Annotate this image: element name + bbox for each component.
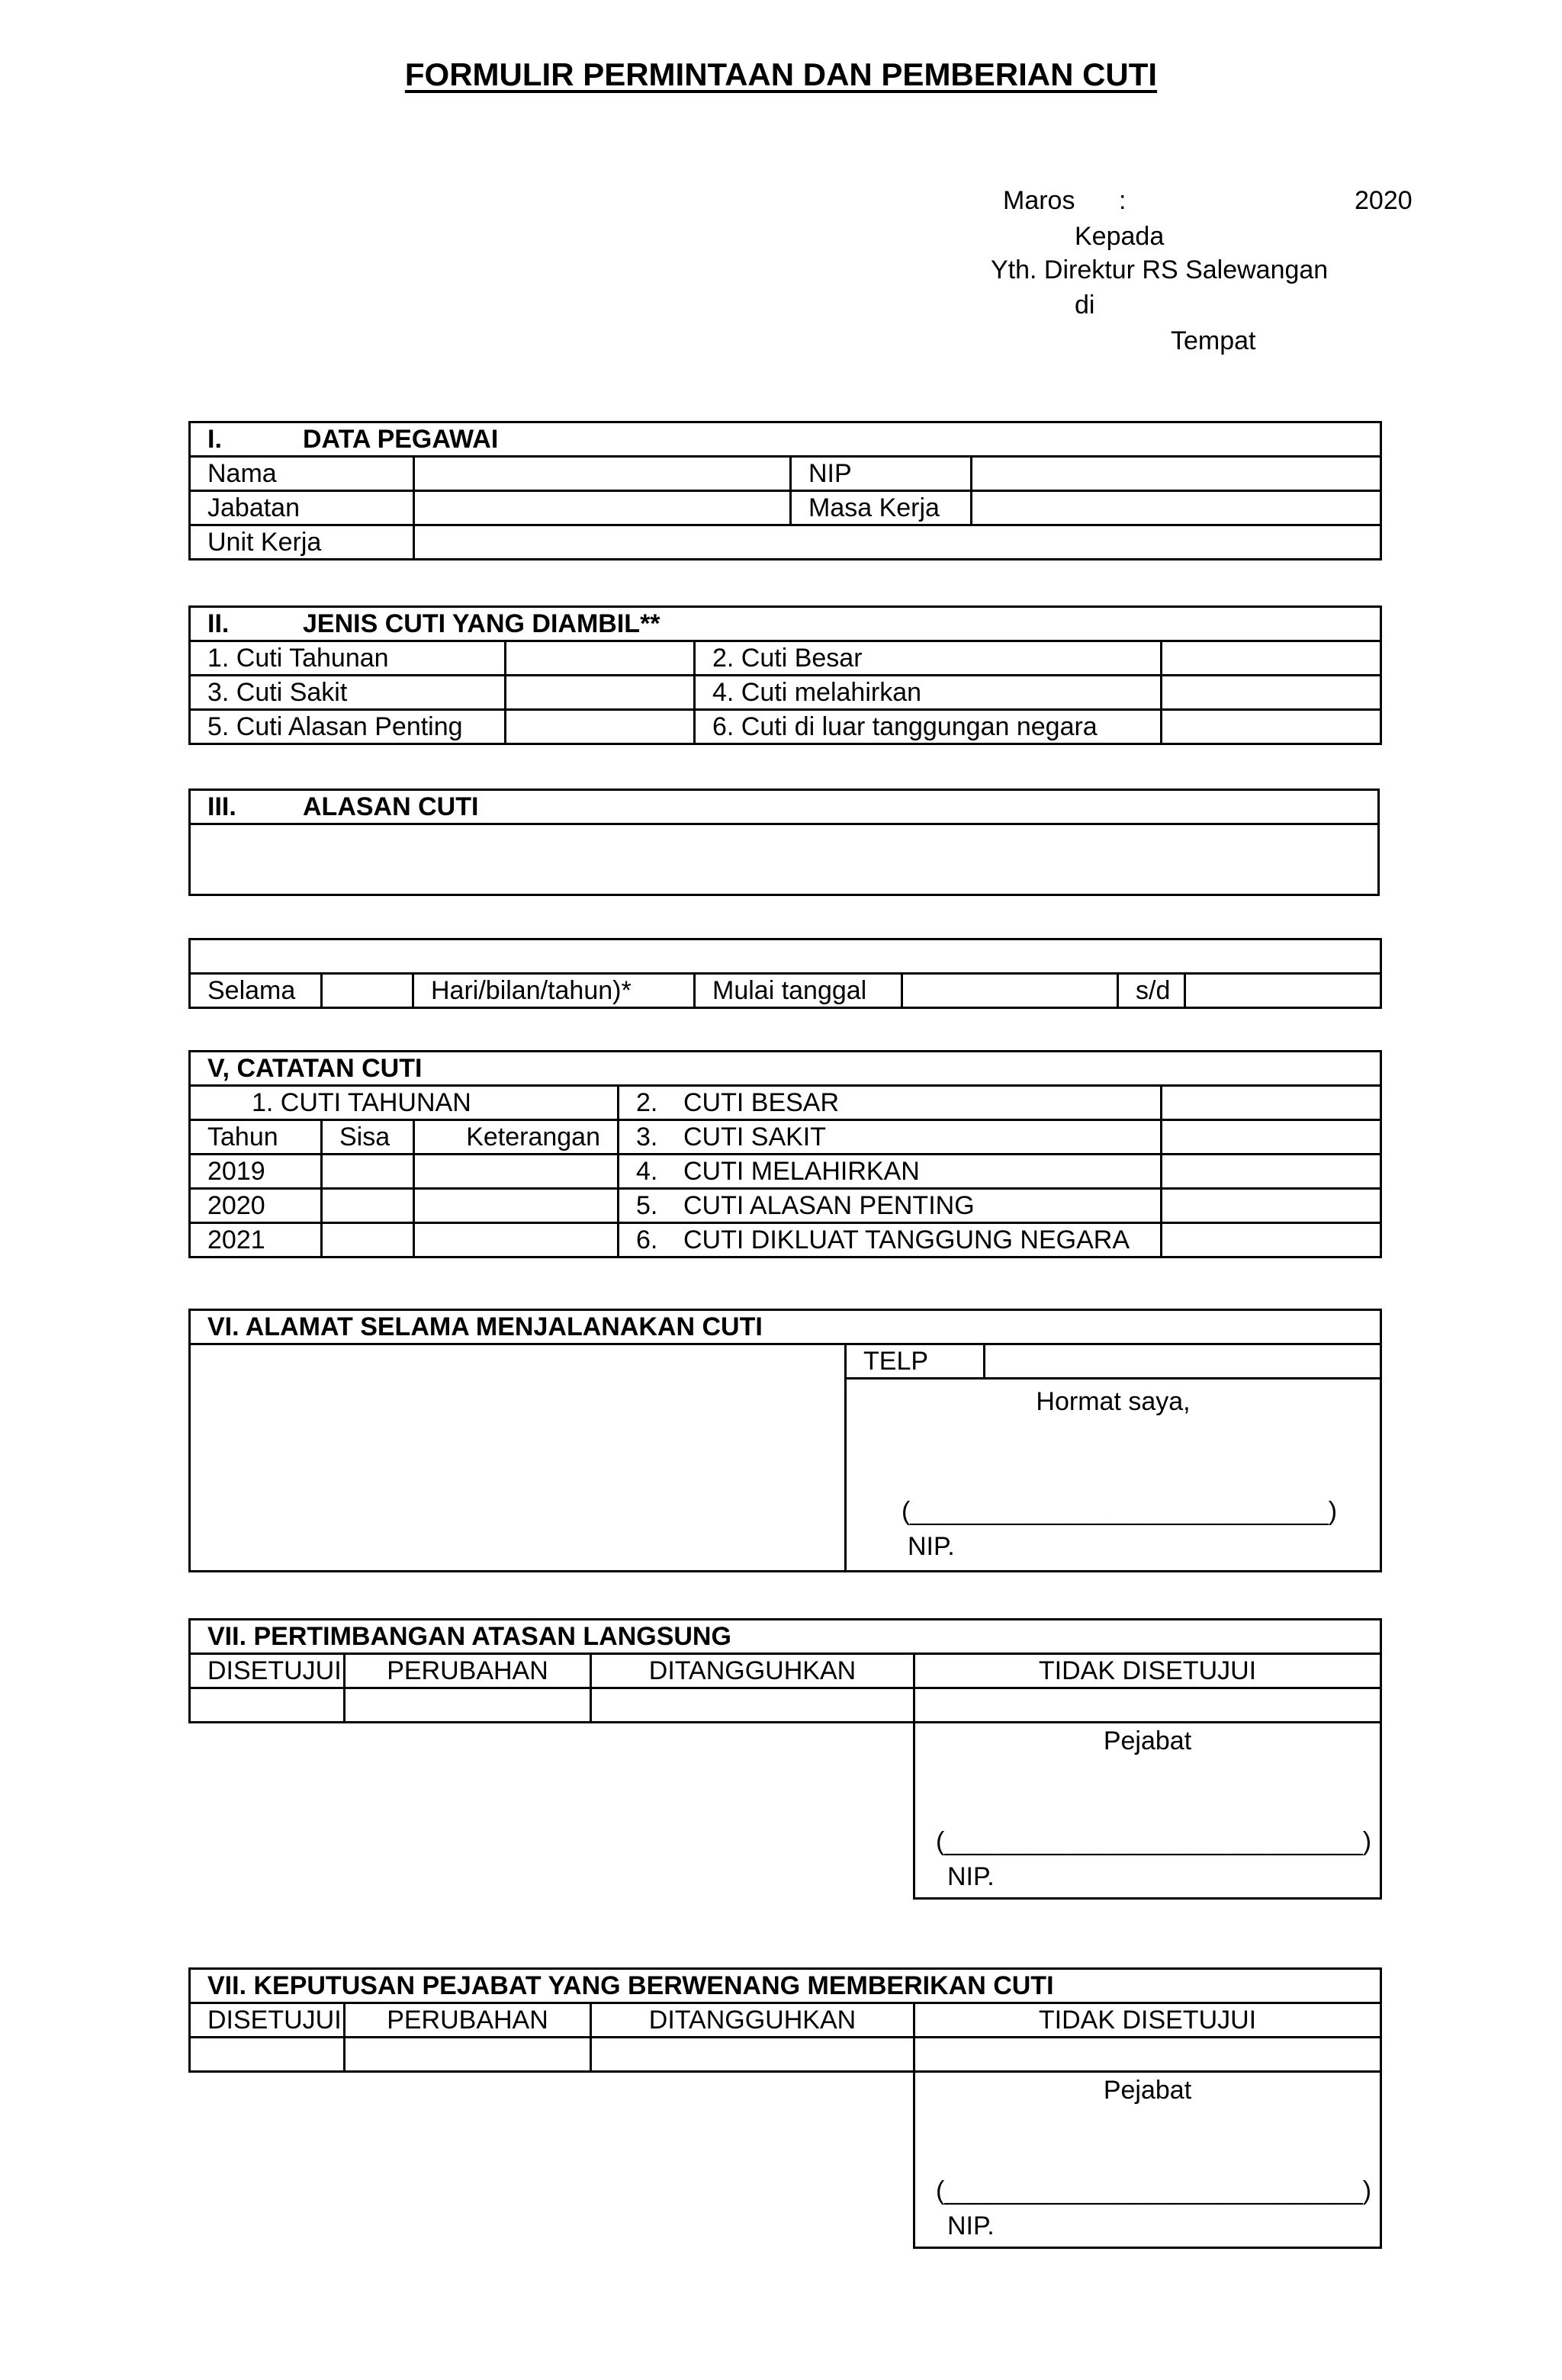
lama-cuti-header-row — [190, 939, 1381, 974]
cuti-option-label: 6. Cuti di luar tanggungan negara — [695, 710, 1162, 744]
jabatan-field[interactable] — [414, 491, 791, 525]
unit-kerja-field[interactable] — [414, 525, 1381, 560]
sampai-tanggal-field[interactable] — [1185, 974, 1381, 1008]
place-label: Maros — [1003, 186, 1075, 215]
date-colon: : — [1119, 186, 1127, 215]
signature-line: (_____________________________) — [936, 2176, 1372, 2205]
alasan-cuti-field[interactable] — [190, 824, 1379, 895]
sisa-field[interactable] — [322, 1223, 414, 1257]
jabatan-label: Jabatan — [190, 491, 414, 525]
durasi-field[interactable] — [322, 974, 413, 1008]
cuti-tahunan-label: 1. CUTI TAHUNAN — [190, 1086, 619, 1120]
keputusan-table — [188, 1967, 1382, 2249]
catatan-item-label: 5. CUTI ALASAN PENTING — [619, 1189, 1162, 1223]
catatan-item-field[interactable] — [1162, 1086, 1381, 1120]
sd-label: s/d — [1118, 974, 1185, 1008]
blank-area — [190, 2072, 914, 2248]
pejabat-label: Pejabat — [1103, 2076, 1192, 2105]
perubahan-field[interactable] — [345, 2038, 591, 2072]
section8-heading: VII. KEPUTUSAN PEJABAT YANG BERWENANG MEMBERIKAN CUTI — [190, 1969, 1381, 2003]
disetujui-field[interactable] — [190, 1688, 345, 1723]
nama-field[interactable] — [414, 457, 791, 491]
cuti-option-checkbox[interactable] — [1162, 676, 1381, 710]
keterangan-field[interactable] — [414, 1223, 619, 1257]
pejabat-label: Pejabat — [1103, 1726, 1192, 1755]
cuti-option-label: 1. Cuti Tahunan — [190, 641, 506, 676]
masa-kerja-field[interactable] — [972, 491, 1381, 525]
section6-heading: VI. ALAMAT SELAMA MENJALANAKAN CUTI — [190, 1310, 1381, 1344]
tidak-disetujui-field[interactable] — [914, 1688, 1381, 1723]
pemohon-signature-block — [846, 1379, 1381, 1572]
catatan-item-label: 3. CUTI SAKIT — [619, 1120, 1162, 1155]
ditangguhkan-column-header: DITANGGUHKAN — [591, 1654, 914, 1688]
ditangguhkan-field[interactable] — [591, 2038, 914, 2072]
tidak-disetujui-column-header: TIDAK DISETUJUI — [914, 1654, 1381, 1688]
tidak-disetujui-field[interactable] — [914, 2038, 1381, 2072]
nip-label: NIP. — [908, 1532, 955, 1561]
keterangan-field[interactable] — [414, 1155, 619, 1189]
cuti-option-checkbox[interactable] — [506, 710, 695, 744]
cuti-option-checkbox[interactable] — [1162, 710, 1381, 744]
catatan-item-field[interactable] — [1162, 1189, 1381, 1223]
di-label: di — [1075, 291, 1095, 320]
tidak-disetujui-column-header: TIDAK DISETUJUI — [914, 2003, 1381, 2038]
catatan-item-label: 2. CUTI BESAR — [619, 1086, 1162, 1120]
selama-label: Selama — [190, 974, 322, 1008]
catatan-item-field[interactable] — [1162, 1223, 1381, 1257]
cuti-option-label: 3. Cuti Sakit — [190, 676, 506, 710]
nip-field[interactable] — [972, 457, 1381, 491]
hormat-saya-label: Hormat saya, — [1036, 1387, 1191, 1416]
cuti-option-label: 2. Cuti Besar — [695, 641, 1162, 676]
cuti-option-label: 5. Cuti Alasan Penting — [190, 710, 506, 744]
unit-kerja-label: Unit Kerja — [190, 525, 414, 560]
year-label: 2020 — [1355, 186, 1413, 215]
telp-label: TELP — [846, 1344, 985, 1379]
section3-heading: III. ALASAN CUTI — [190, 790, 1379, 824]
nama-label: Nama — [190, 457, 414, 491]
alasan-cuti-table — [188, 789, 1380, 896]
perubahan-column-header: PERUBAHAN — [345, 2003, 591, 2038]
masa-kerja-label: Masa Kerja — [791, 491, 972, 525]
year-cell: 2020 — [190, 1189, 322, 1223]
section1-heading: I. DATA PEGAWAI — [190, 422, 1381, 457]
perubahan-field[interactable] — [345, 1688, 591, 1723]
blank-area — [190, 1723, 914, 1899]
recipient-label: Yth. Direktur RS Salewangan — [991, 255, 1329, 284]
year-cell: 2021 — [190, 1223, 322, 1257]
catatan-cuti-table — [188, 1050, 1382, 1258]
sisa-field[interactable] — [322, 1189, 414, 1223]
durasi-unit-label: Hari/bilan/tahun)* — [413, 974, 695, 1008]
lama-cuti-table — [188, 938, 1382, 1009]
mulai-tanggal-field[interactable] — [902, 974, 1118, 1008]
disetujui-column-header: DISETUJUI — [190, 2003, 345, 2038]
keterangan-field[interactable] — [414, 1189, 619, 1223]
kepada-label: Kepada — [1075, 222, 1165, 251]
atasan-signature-block — [914, 1723, 1381, 1899]
pertimbangan-table — [188, 1618, 1382, 1900]
ditangguhkan-column-header: DITANGGUHKAN — [591, 2003, 914, 2038]
jenis-cuti-table — [188, 605, 1382, 745]
disetujui-field[interactable] — [190, 2038, 345, 2072]
section2-heading: II. JENIS CUTI YANG DIAMBIL** — [190, 607, 1381, 641]
sisa-field[interactable] — [322, 1155, 414, 1189]
catatan-item-label: 6. CUTI DIKLUAT TANGGUNG NEGARA — [619, 1223, 1162, 1257]
nip-label: NIP — [791, 457, 972, 491]
sisa-column-header: Sisa — [322, 1120, 414, 1155]
nip-label: NIP. — [947, 2211, 995, 2240]
form-title: FORMULIR PERMINTAAN DAN PEMBERIAN CUTI — [404, 56, 1158, 92]
telp-field[interactable] — [985, 1344, 1381, 1379]
cuti-option-checkbox[interactable] — [1162, 641, 1381, 676]
catatan-item-label: 4. CUTI MELAHIRKAN — [619, 1155, 1162, 1189]
cuti-option-checkbox[interactable] — [506, 641, 695, 676]
alamat-field[interactable] — [190, 1344, 846, 1572]
tempat-label: Tempat — [1171, 326, 1256, 355]
nip-label: NIP. — [947, 1862, 995, 1891]
keterangan-column-header: Keterangan — [414, 1120, 619, 1155]
disetujui-column-header: DISETUJUI — [190, 1654, 345, 1688]
data-pegawai-table — [188, 421, 1382, 560]
alamat-cuti-table — [188, 1309, 1382, 1572]
signature-line: (_____________________________) — [902, 1497, 1338, 1526]
tahun-column-header: Tahun — [190, 1120, 322, 1155]
perubahan-column-header: PERUBAHAN — [345, 1654, 591, 1688]
section7-heading: VII. PERTIMBANGAN ATASAN LANGSUNG — [190, 1620, 1381, 1654]
pejabat-signature-block — [914, 2072, 1381, 2248]
section5-heading: V, CATATAN CUTI — [190, 1052, 1381, 1086]
catatan-item-field[interactable] — [1162, 1155, 1381, 1189]
year-cell: 2019 — [190, 1155, 322, 1189]
mulai-tanggal-label: Mulai tanggal — [695, 974, 902, 1008]
cuti-option-checkbox[interactable] — [506, 676, 695, 710]
signature-line: (_____________________________) — [936, 1827, 1372, 1856]
catatan-item-field[interactable] — [1162, 1120, 1381, 1155]
ditangguhkan-field[interactable] — [591, 1688, 914, 1723]
cuti-option-label: 4. Cuti melahirkan — [695, 676, 1162, 710]
